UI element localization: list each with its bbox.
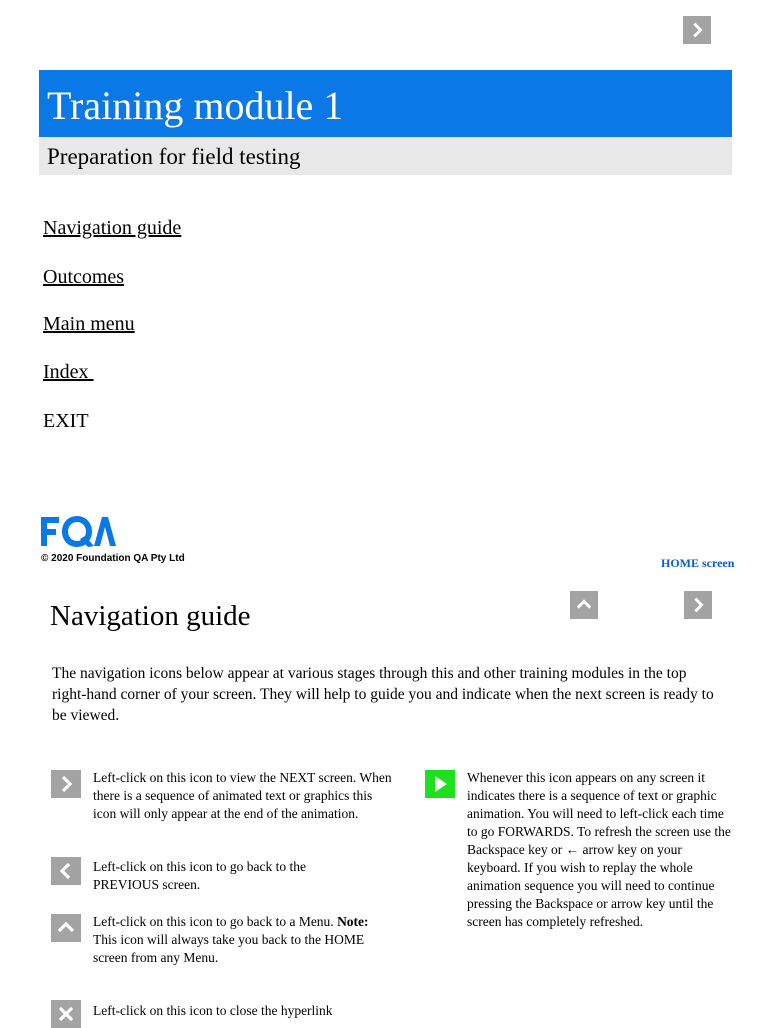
next-icon-sample xyxy=(51,770,81,798)
next-icon-description: Left-click on this icon to view the NEXT screen. When there is a sequence of animated text or graphics this icon will only appear at the end of the animation. xyxy=(93,770,392,821)
close-icon-description: Left-click on this icon to close the hyperlink xyxy=(93,1003,333,1018)
menu-link-outcomes[interactable]: Outcomes xyxy=(43,266,125,288)
chevron-right-icon xyxy=(56,774,76,794)
animation-description xyxy=(467,769,735,931)
section-title: Navigation guide xyxy=(50,600,251,632)
menu-icon-description xyxy=(93,913,383,967)
subtitle-bar xyxy=(39,137,732,175)
chevron-left-icon xyxy=(56,861,76,881)
title-banner xyxy=(39,70,732,137)
menu-desc-part: Left-click on this icon to go back to a Menu. xyxy=(93,914,338,929)
next-button[interactable] xyxy=(683,16,711,44)
chevron-up-icon xyxy=(575,596,593,614)
menu-button[interactable] xyxy=(570,591,598,619)
home-screen-link[interactable]: HOME screen xyxy=(661,556,735,570)
anim-desc-part: Backspace or arrow key until the screen has completely refreshed. xyxy=(467,896,714,929)
menu-link-main-menu[interactable]: Main menu xyxy=(43,313,135,335)
page-title: Training module 1 xyxy=(47,83,344,128)
back-icon-description: Left-click on this icon to go back to the PREVIOUS screen. xyxy=(93,859,306,892)
anim-desc-part: Whenever this icon appears on any screen it indicates there is a sequence of text or graphic animation. You will need to left-click each time to go FORWARDS. To refresh the screen use the xyxy=(467,770,731,839)
menu-link-exit[interactable]: EXIT xyxy=(43,410,89,432)
chevron-right-icon xyxy=(688,21,706,39)
anim-desc-part: arrow key on your keyboard. If you wish to replay the whole animation sequence you will need to continue pressing the xyxy=(467,842,715,911)
chevron-right-icon xyxy=(689,596,707,614)
page-subtitle: Preparation for field testing xyxy=(47,144,301,169)
chevron-up-icon xyxy=(56,918,76,938)
note-label: Note: xyxy=(337,914,369,929)
next-button-guide[interactable] xyxy=(684,591,712,619)
menu-icon-sample xyxy=(51,914,81,942)
play-icon xyxy=(430,774,450,794)
copyright-text: © 2020 Foundation QA Pty Ltd xyxy=(41,553,185,564)
close-icon xyxy=(56,1004,76,1024)
menu-link-navigation-guide[interactable]: Navigation guide xyxy=(43,217,182,239)
menu-desc-part: This icon will always take you back to the HOME screen from any Menu. xyxy=(93,932,365,965)
play-icon-sample xyxy=(425,770,455,798)
menu-link-index[interactable]: Index xyxy=(43,361,94,383)
back-icon-sample xyxy=(51,857,81,885)
intro-paragraph: The navigation icons below appear at various stages through this and other training modules in the top right-hand corner of your screen. They will help to guide you and indicate when the next screen is ready to be viewed. xyxy=(52,665,714,724)
fqa-logo xyxy=(40,515,116,548)
left-arrow-icon: ← xyxy=(565,842,580,857)
anim-desc-part: Backspace key or xyxy=(467,842,566,857)
